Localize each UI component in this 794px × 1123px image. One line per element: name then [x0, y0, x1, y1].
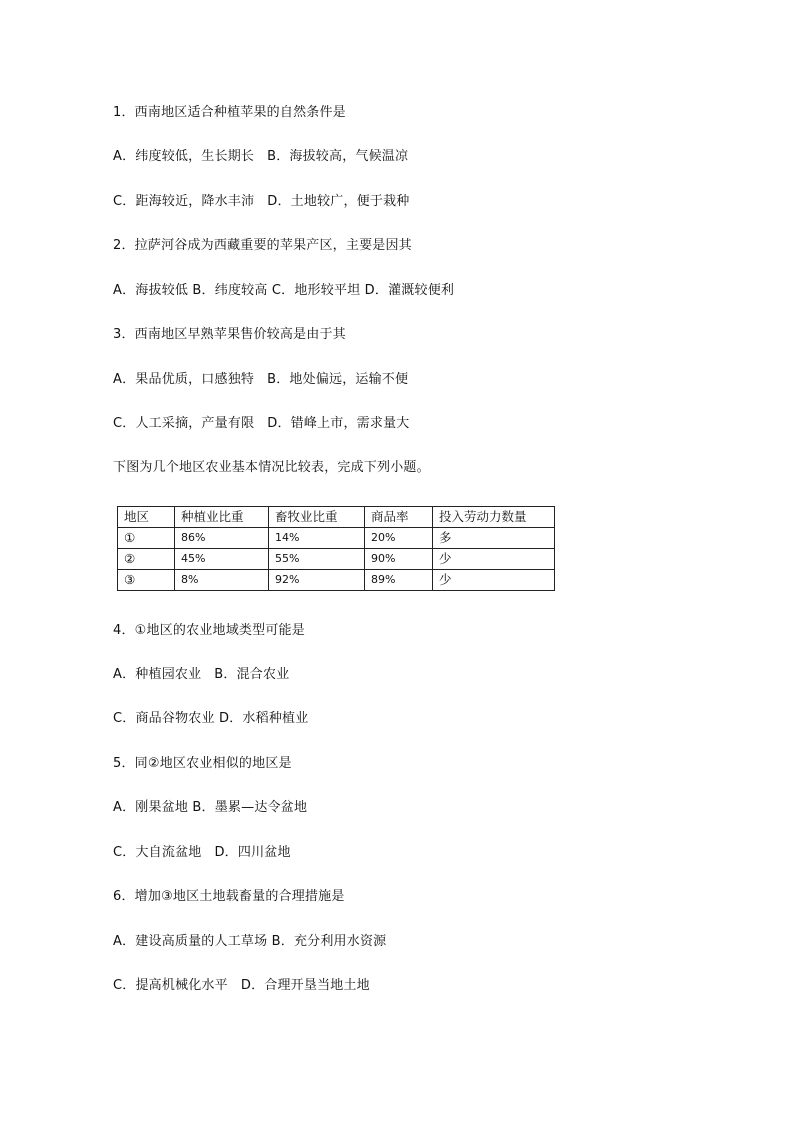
table-cell: 少	[433, 570, 555, 591]
question-6-options-cd: C．提高机械化水平 D．合理开垦当地土地	[113, 978, 370, 993]
question-1-options-cd: C．距海较近，降水丰沛 D．土地较广，便于栽种	[113, 194, 410, 209]
table-header-row	[118, 507, 555, 528]
question-2-options: A．海拔较低 B．纬度较高 C．地形较平坦 D．灌溉较便利	[113, 283, 455, 298]
table-row	[118, 549, 555, 570]
table-cell: 8%	[175, 570, 269, 591]
table-cell: 少	[433, 549, 555, 570]
table-cell: 45%	[175, 549, 269, 570]
question-4-stem: 4．①地区的农业地域类型可能是	[113, 623, 305, 638]
table-header-cell: 种植业比重	[175, 507, 269, 528]
table-cell: 86%	[175, 528, 269, 549]
table-header-cell: 投入劳动力数量	[433, 507, 555, 528]
question-1-stem: 1．西南地区适合种植苹果的自然条件是	[113, 105, 346, 120]
question-5-options-ab: A．刚果盆地 B．墨累—达令盆地	[113, 800, 308, 815]
table-cell: 92%	[269, 570, 365, 591]
question-3-stem: 3．西南地区早熟苹果售价较高是由于其	[113, 327, 346, 342]
question-4-options-ab: A．种植园农业 B．混合农业	[113, 667, 290, 682]
table-cell: 55%	[269, 549, 365, 570]
table-row	[118, 528, 555, 549]
question-1-options-ab: A．纬度较低，生长期长 B．海拔较高，气候温凉	[113, 149, 409, 164]
table-cell: 多	[433, 528, 555, 549]
question-5-options-cd: C．大自流盆地 D．四川盆地	[113, 845, 291, 860]
agriculture-comparison-table	[117, 506, 555, 591]
table-cell: ②	[118, 549, 175, 570]
table-header-cell: 商品率	[365, 507, 433, 528]
table-cell: ①	[118, 528, 175, 549]
table-cell: ③	[118, 570, 175, 591]
question-2-stem: 2．拉萨河谷成为西藏重要的苹果产区，主要是因其	[113, 238, 412, 253]
question-5-stem: 5．同②地区农业相似的地区是	[113, 756, 292, 771]
table-cell: 20%	[365, 528, 433, 549]
table-row	[118, 570, 555, 591]
question-4-options-cd: C．商品谷物农业 D．水稻种植业	[113, 711, 309, 726]
question-6-options-ab: A．建设高质量的人工草场 B．充分利用水资源	[113, 934, 387, 949]
table-cell: 90%	[365, 549, 433, 570]
question-3-options-ab: A．果品优质，口感独特 B．地处偏远，运输不便	[113, 372, 409, 387]
question-3-options-cd: C．人工采摘，产量有限 D．错峰上市，需求量大	[113, 416, 410, 431]
table-header-cell: 地区	[118, 507, 175, 528]
table-cell: 14%	[269, 528, 365, 549]
table-header-cell: 畜牧业比重	[269, 507, 365, 528]
table-intro: 下图为几个地区农业基本情况比较表，完成下列小题。	[113, 460, 430, 475]
question-6-stem: 6．增加③地区土地载畜量的合理措施是	[113, 889, 345, 904]
table-cell: 89%	[365, 570, 433, 591]
